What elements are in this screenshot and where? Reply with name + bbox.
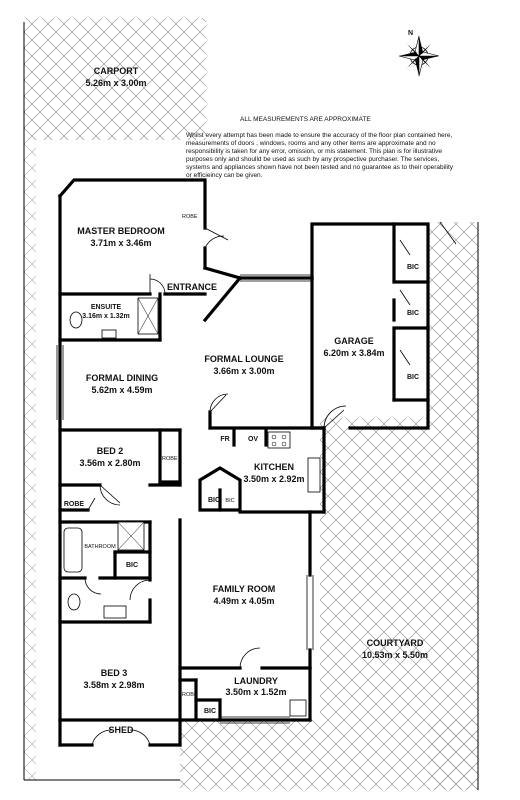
formal-dining-dims: 5.62m x 4.59m xyxy=(91,385,153,395)
laundry-label: LAUNDRY xyxy=(234,676,278,686)
courtyard-dims: 10.53m x 5.50m xyxy=(361,650,429,660)
laundry-dims: 3.50m x 1.52m xyxy=(225,687,287,697)
laundry-bic-label: BIC xyxy=(203,708,217,715)
formal-dining-label: FORMAL DINING xyxy=(85,373,159,383)
courtyard-label: COURTYARD xyxy=(366,638,424,648)
shed-label: SHED xyxy=(108,725,134,735)
formal-lounge-dims: 3.66m x 3.00m xyxy=(213,366,275,376)
bed2-robe-label: ROBE xyxy=(162,456,178,462)
west-strip xyxy=(24,140,36,780)
windows xyxy=(57,275,313,723)
garage-dims: 6.20m x 3.84m xyxy=(323,348,385,358)
master-bedroom-dims: 3.71m x 3.46m xyxy=(90,238,152,248)
ensuite-toilet-icon xyxy=(70,312,82,328)
hall-bic-label: BIC xyxy=(207,497,221,504)
kitchen-dims: 3.50m x 2.92m xyxy=(243,474,305,484)
disclaimer-line-5: systems and appliances shown have not been tested and no guarantee as to their operability xyxy=(186,164,454,171)
master-bedroom-label: MASTER BEDROOM xyxy=(77,226,165,236)
garage-label: GARAGE xyxy=(334,336,374,346)
disclaimer-line-1: Whilst every attempt has been made to ensure the accuracy of the floor plan contained here, xyxy=(186,132,453,139)
oven-label: OV xyxy=(247,436,259,443)
bathroom-label: BATHROOM xyxy=(84,544,116,550)
family-room-label: FAMILY ROOM xyxy=(212,584,276,594)
bed3-dims: 3.58m x 2.98m xyxy=(83,680,145,690)
carport-label: CARPORT xyxy=(93,66,139,76)
garage-bic-3-label: BIC xyxy=(406,374,420,381)
fridge-label: FR xyxy=(220,436,230,443)
entrance-label: ENTRANCE xyxy=(166,282,218,292)
carport-dims: 5.26m x 3.00m xyxy=(85,78,147,88)
compass-north-label: N xyxy=(408,30,414,37)
compass-rose-icon xyxy=(399,36,439,76)
garage-bic-2-label: BIC xyxy=(406,310,420,317)
bathroom-toilet-icon xyxy=(68,594,80,610)
formal-lounge-label: FORMAL LOUNGE xyxy=(204,354,284,364)
bed3-label: BED 3 xyxy=(100,668,128,678)
bed3-robe-label: ROBE xyxy=(182,692,198,698)
kitchen-label: KITCHEN xyxy=(254,462,294,472)
disclaimer-line-4: purposes only and shoulld be used as such by any prospective purchaser. The services, xyxy=(186,156,440,163)
disclaimer-line-6: or efficieincy can be given. xyxy=(186,172,263,179)
disclaimer-line-3: responsibility is taken for any error, omission, or mis statement. This plan is for illustrative xyxy=(186,148,443,155)
hall-bic-small-label: BIC xyxy=(225,498,235,504)
robe-hall-label: ROBE xyxy=(63,501,85,508)
ensuite-dims: 3.16m x 1.32m xyxy=(82,313,130,320)
bed2-dims: 3.56m x 2.80m xyxy=(79,458,141,468)
disclaimer-title: ALL MEASUREMENTS ARE APPROXIMATE xyxy=(240,116,371,123)
courtyard-area xyxy=(320,418,428,720)
ensuite-label: ENSUITE xyxy=(90,304,122,311)
south-yard xyxy=(180,720,478,790)
bed2-label: BED 2 xyxy=(96,446,124,456)
garage-side-yard xyxy=(428,222,478,790)
master-robe-label: ROBE xyxy=(182,214,198,220)
bathroom-bic-label: BIC xyxy=(125,562,139,569)
disclaimer-line-2: measurements of doors , windows, rooms and any other items are approximate and no xyxy=(186,140,436,147)
family-room-dims: 4.49m x 4.05m xyxy=(213,596,275,606)
garage-bic-1-label: BIC xyxy=(406,264,420,271)
